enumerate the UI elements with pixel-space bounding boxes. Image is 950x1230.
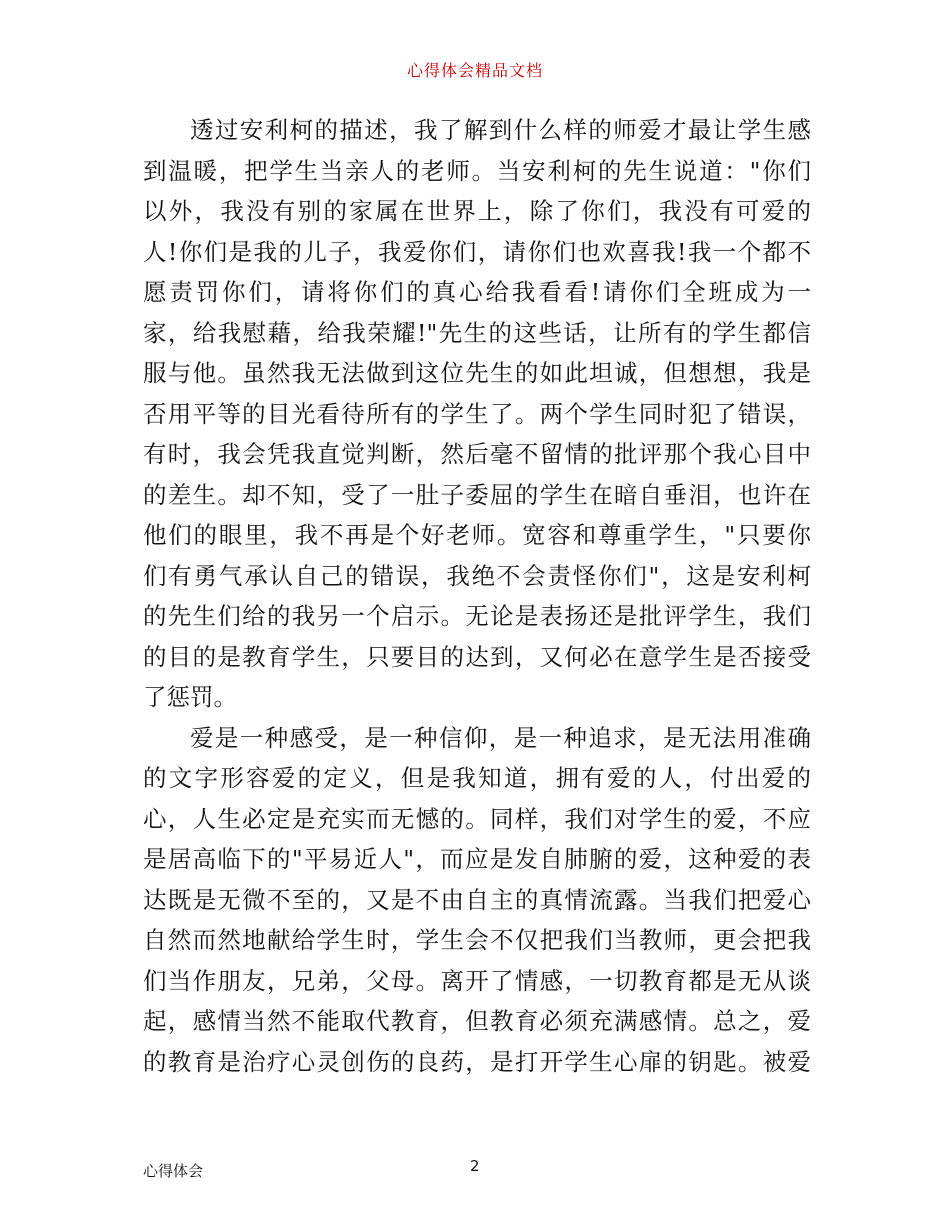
text-line: 的文字形容爱的定义，但是我知道，拥有爱的人，付出爱的	[143, 764, 811, 792]
text-line: 的先生们给的我另一个启示。无论是表扬还是批评学生，我们	[143, 602, 811, 630]
paragraph-1	[143, 110, 811, 718]
text-line: 愿责罚你们，请将你们的真心给我看看!请你们全班成为一	[143, 278, 811, 306]
text-line: 人!你们是我的儿子，我爱你们，请你们也欢喜我!我一个都不	[143, 237, 811, 266]
text-line: 有时，我会凭我直觉判断，然后毫不留情的批评那个我心目中	[143, 440, 811, 468]
text-line: 他们的眼里，我不再是个好老师。宽容和尊重学生，"只要你	[143, 521, 811, 549]
text-line: 是居高临下的"平易近人"，而应是发自肺腑的爱，这种爱的表	[143, 845, 811, 873]
text-line: 到温暖，把学生当亲人的老师。当安利柯的先生说道："你们	[143, 156, 811, 185]
text-line: 以外，我没有别的家属在世界上，除了你们，我没有可爱的	[143, 197, 811, 225]
text-line: 心，人生必定是充实而无憾的。同样，我们对学生的爱，不应	[143, 804, 811, 833]
text-line: 否用平等的目光看待所有的学生了。两个学生同时犯了错误，	[143, 399, 811, 428]
text-line: 的目的是教育学生，只要目的达到，又何必在意学生是否接受	[143, 642, 811, 671]
document-header-title: 心得体会精品文档	[406, 61, 543, 80]
text-line: 透过安利柯的描述，我了解到什么样的师爱才最让学生感	[190, 116, 811, 144]
document-body	[143, 110, 811, 1082]
paragraph-2	[143, 718, 811, 1083]
text-line: 起，感情当然不能取代教育，但教育必须充满感情。总之，爱	[143, 1007, 811, 1035]
text-line: 的教育是治疗心灵创伤的良药，是打开学生心扉的钥匙。被爱	[143, 1047, 811, 1076]
text-line: 达既是无微不至的，又是不由自主的真情流露。当我们把爱心	[143, 885, 811, 914]
text-line: 爱是一种感受，是一种信仰，是一种追求，是无法用准确	[190, 723, 811, 752]
text-line: 们有勇气承认自己的错误，我绝不会责怪你们"，这是安利柯	[143, 561, 811, 590]
text-line: 们当作朋友，兄弟，父母。离开了情感，一切教育都是无从谈	[143, 966, 811, 995]
page-number: 2	[470, 1157, 480, 1175]
text-line: 服与他。虽然我无法做到这位先生的如此坦诚，但想想，我是	[143, 359, 811, 387]
footer-label: 心得体会	[143, 1162, 204, 1180]
text-line: 了惩罚。	[143, 683, 237, 711]
text-line: 的差生。却不知，受了一肚子委屈的学生在暗自垂泪，也许在	[143, 480, 811, 509]
text-line: 家，给我慰藉，给我荣耀!"先生的这些话，让所有的学生都信	[143, 318, 811, 347]
text-line: 自然而然地献给学生时，学生会不仅把我们当教师，更会把我	[143, 926, 811, 954]
